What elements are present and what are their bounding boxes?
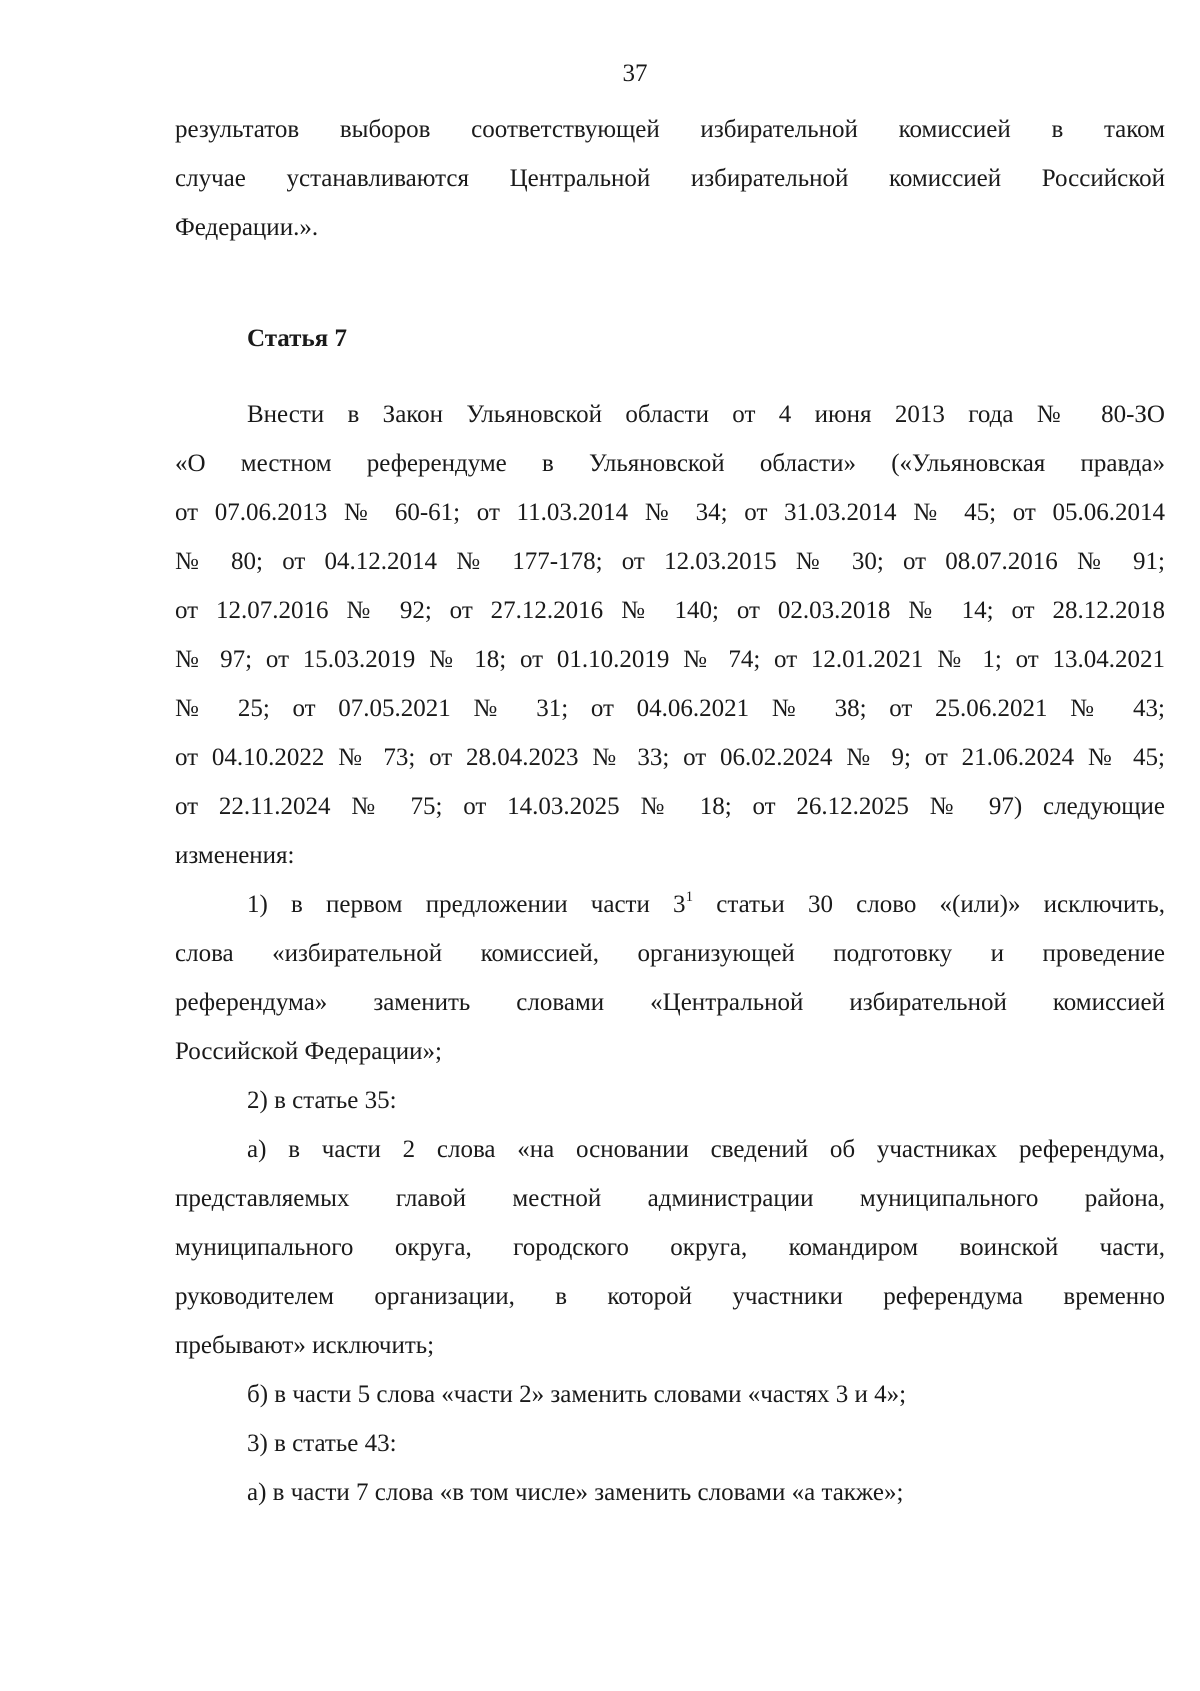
text-line: а) в части 7 слова «в том числе» заменить словами «а также»; <box>247 1479 904 1506</box>
text-line: муниципального округа, городского округа, командиром воинской части, <box>175 1234 1165 1261</box>
page-number: 37 <box>622 60 648 87</box>
text-line: 3) в статье 43: <box>247 1430 397 1457</box>
text-line: от 04.10.2022 № 73; от 28.04.2023 № 33; от 06.02.2024 № 9; от 21.06.2024 № 45; <box>175 744 1165 771</box>
item-1-text-start: 1) в первом предложении части 3 <box>247 891 686 918</box>
item-3 <box>175 1419 1165 1468</box>
text-line: «О местном референдуме в Ульяновской области» («Ульяновская правда» <box>175 450 1165 477</box>
main-paragraph <box>175 390 1165 880</box>
text-line: референдума» заменить словами «Центральной избирательной комиссией <box>175 989 1165 1016</box>
article-heading: Статья 7 <box>247 325 347 352</box>
text-line: Внести в Закон Ульяновской области от 4 июня 2013 года № 80-ЗО <box>247 401 1165 428</box>
text-line: Федерации.». <box>175 214 319 241</box>
text-line: изменения: <box>175 842 295 869</box>
intro-paragraph <box>175 105 1165 252</box>
text-line: № 97; от 15.03.2019 № 18; от 01.10.2019 № 74; от 12.01.2021 № 1; от 13.04.2021 <box>175 646 1165 673</box>
item-2b <box>175 1370 1165 1419</box>
item-3a <box>175 1468 1165 1517</box>
text-line <box>175 880 1165 929</box>
text-line: б) в части 5 слова «части 2» заменить словами «частях 3 и 4»; <box>247 1381 907 1408</box>
text-line: 2) в статье 35: <box>247 1087 397 1114</box>
superscript: 1 <box>685 888 694 905</box>
text-line: Российской Федерации»; <box>175 1038 442 1065</box>
item-1 <box>175 880 1165 1076</box>
text-line: а) в части 2 слова «на основании сведений об участниках референдума, <box>247 1136 1165 1163</box>
text-line: случае устанавливаются Центральной избирательной комиссией Российской <box>175 165 1165 192</box>
text-line: руководителем организации, в которой участники референдума временно <box>175 1283 1165 1310</box>
text-line: от 07.06.2013 № 60-61; от 11.03.2014 № 34; от 31.03.2014 № 45; от 05.06.2014 <box>175 499 1165 526</box>
item-2 <box>175 1076 1165 1125</box>
text-line: результатов выборов соответствующей избирательной комиссией в таком <box>175 116 1165 143</box>
text-line: представляемых главой местной администрации муниципального района, <box>175 1185 1165 1212</box>
text-line: слова «избирательной комиссией, организующей подготовку и проведение <box>175 940 1165 967</box>
text-line: пребывают» исключить; <box>175 1332 435 1359</box>
text-line: № 80; от 04.12.2014 № 177-178; от 12.03.2015 № 30; от 08.07.2016 № 91; <box>175 548 1165 575</box>
text-line: от 22.11.2024 № 75; от 14.03.2025 № 18; от 26.12.2025 № 97) следующие <box>175 793 1165 820</box>
item-2a <box>175 1125 1165 1370</box>
text-line: № 25; от 07.05.2021 № 31; от 04.06.2021 № 38; от 25.06.2021 № 43; <box>175 695 1165 722</box>
text-line: от 12.07.2016 № 92; от 27.12.2016 № 140; от 02.03.2018 № 14; от 28.12.2018 <box>175 597 1165 624</box>
item-1-text-end: статьи 30 слово «(или)» исключить, <box>693 891 1165 918</box>
